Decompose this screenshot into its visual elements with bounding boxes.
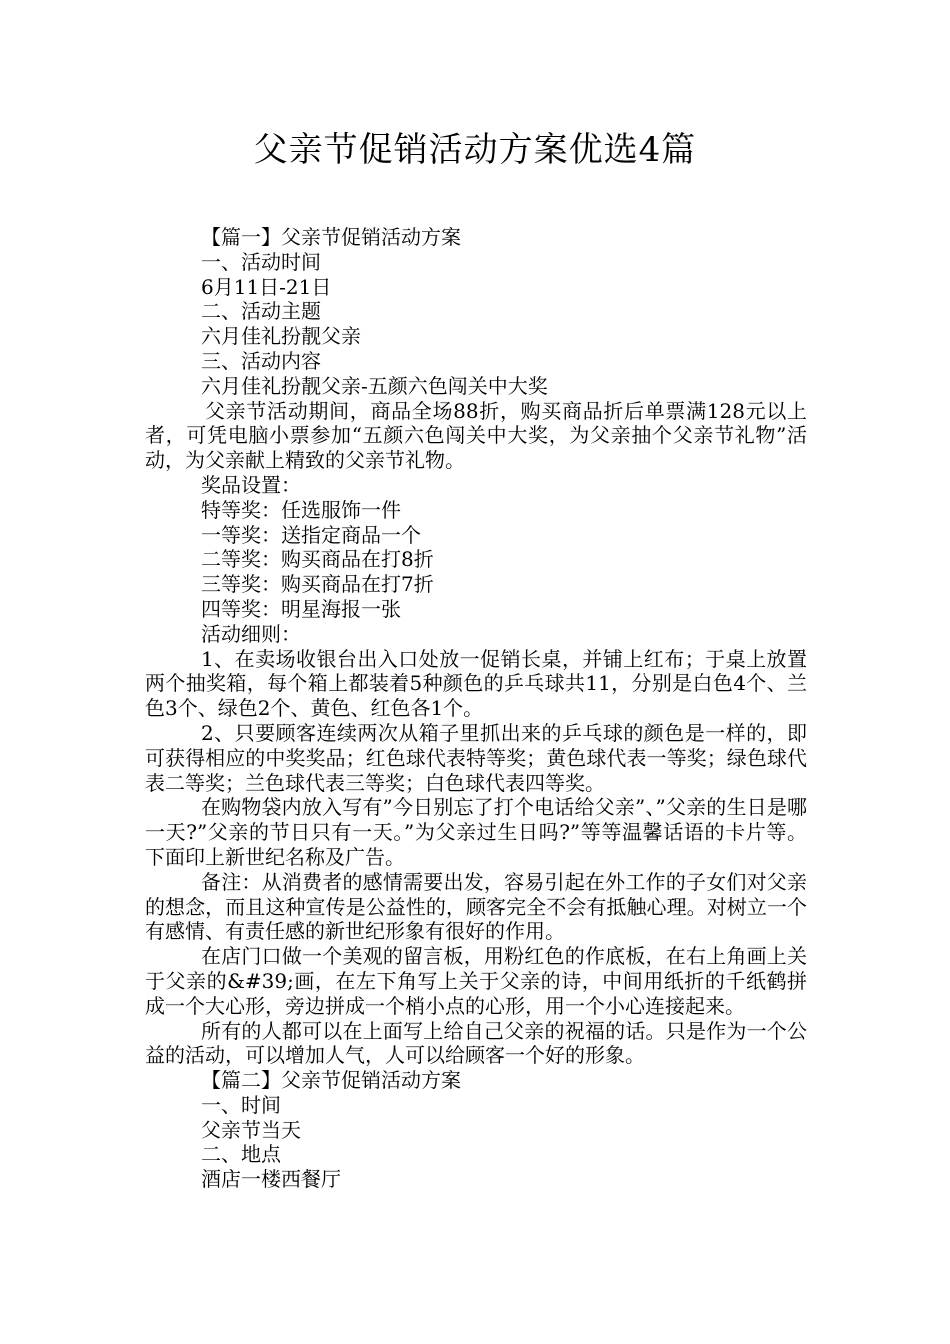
text-line: 6月11日-21日 [201,274,332,299]
section-heading: 【篇一】父亲节促销活动方案 [201,225,461,249]
document-title: 父亲节促销活动方案优选4篇 [253,130,697,170]
body-paragraph: 所有的人都可以在上面写上给自己父亲的祝福的话。只是作为一个公益的活动，可以增加人气，人可以给顾客一个好的形象。 [145,1018,807,1068]
body-paragraph: 在店门口做一个美观的留言板，用粉红色的作底板，在右上角画上关于父亲的&#39;画，在左下角写上关于父亲的诗，中间用纸折的千纸鹤拼成一个大心形，旁边拼成一个梢小点的心形，用一个小心连接起来。 [145,944,807,1018]
text-line: 酒店一楼西餐厅 [201,1167,341,1192]
text-line: 活动细则： [201,621,301,646]
prize-item: 四等奖：明星海报一张 [201,596,401,621]
subheading: 二、地点 [201,1142,281,1167]
body-paragraph: 1、在卖场收银台出入口处放一促销长桌，并铺上红布；于桌上放置两个抽奖箱，每个箱上都装着5种颜色的乒乓球共11，分别是白色4个、兰色3个、绿色2个、黄色、红色各1个。 [145,646,807,721]
subheading: 一、时间 [201,1092,281,1117]
text-line: 父亲节当天 [201,1117,301,1142]
text-line: 奖品设置： [201,472,301,497]
body-paragraph: 父亲节活动期间，商品全场88折，购买商品折后单票满128元以上者，可凭电脑小票参加“五颜六色闯关中大奖，为父亲抽个父亲节礼物”活动，为父亲献上精致的父亲节礼物。 [145,398,807,473]
text-line: 六月佳礼扮靓父亲-五颜六色闯关中大奖 [201,373,548,398]
subheading: 一、活动时间 [201,249,321,274]
subheading: 二、活动主题 [201,299,321,324]
prize-item: 特等奖：任选服饰一件 [201,497,401,522]
prize-item: 三等奖：购买商品在打7折 [201,572,434,597]
body-paragraph: 备注：从消费者的感情需要出发，容易引起在外工作的子女们对父亲的想念，而且这种宣传是公益性的，顾客完全不会有抵触心理。对树立一个有感情、有责任感的新世纪形象有很好的作用。 [145,869,807,944]
prize-item: 二等奖：购买商品在打8折 [201,547,434,572]
body-paragraph: 2、只要顾客连续两次从箱子里抓出来的乒乓球的颜色是一样的，即可获得相应的中奖奖品；红色球代表特等奖；黄色球代表一等奖；绿色球代表二等奖；兰色球代表三等奖；白色球代表四等奖。 [145,720,807,795]
subheading: 三、活动内容 [201,348,321,373]
body-paragraph: 在购物袋内放入写有”今日别忘了打个电话给父亲”、”父亲的生日是哪一天?”父亲的节日只有一天。”为父亲过生日吗?”等等温馨话语的卡片等。下面印上新世纪名称及广告。 [145,795,807,869]
section-heading: 【篇二】父亲节促销活动方案 [201,1068,461,1093]
prize-item: 一等奖：送指定商品一个 [201,522,421,547]
document-body [145,225,807,1192]
text-line: 六月佳礼扮靓父亲 [201,324,361,349]
